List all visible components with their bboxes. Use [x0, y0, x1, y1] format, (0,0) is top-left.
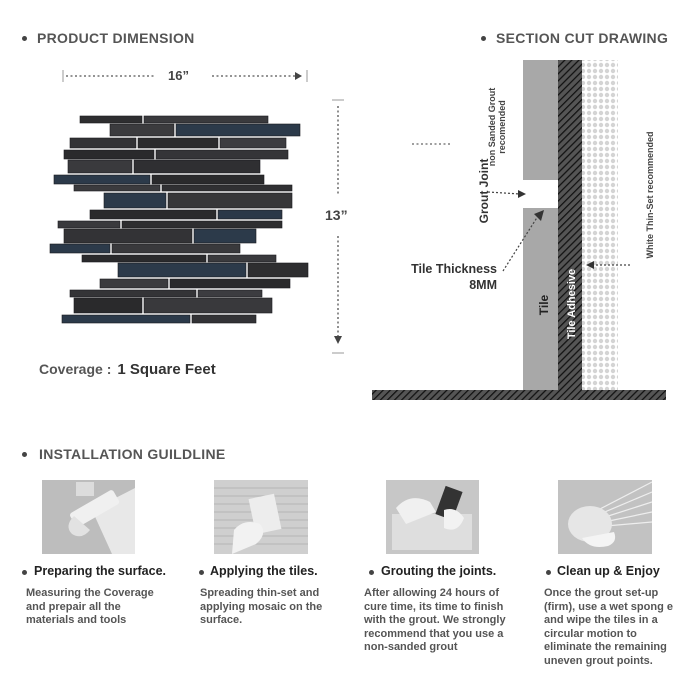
grout-joint-label: Grout Joint: [477, 158, 491, 224]
step-2-photo: [214, 480, 308, 554]
coverage-label: Coverage :: [39, 361, 112, 377]
step-4-photo: [558, 480, 652, 554]
bullet-dot: [369, 570, 374, 575]
step-1-photo: [42, 480, 135, 554]
step-1-title: Preparing the surface.: [34, 564, 166, 578]
step-4-title: Clean up & Enjoy: [557, 564, 660, 578]
installation-heading: INSTALLATION GUILDLINE: [39, 446, 226, 462]
grout-note-2: recomended: [497, 100, 507, 154]
step-3-desc: After allowing 24 hours of cure time, its time to finish with the grout. We strongly recommend that you use a non-sanded grout: [364, 587, 506, 653]
coverage: [39, 361, 216, 378]
tile-thickness-label: Tile Thickness: [411, 262, 497, 276]
step-3-title: Grouting the joints.: [381, 564, 497, 578]
bullet-dot: [546, 570, 551, 575]
bullet-dot: [199, 570, 204, 575]
bullet-dot: [481, 36, 486, 41]
white-thinset-label: White Thin-Set recommended: [645, 131, 655, 259]
section-cut-drawing: [370, 56, 670, 406]
tile-label: Tile: [537, 294, 551, 316]
section-cut-heading: SECTION CUT DRAWING: [496, 30, 669, 46]
step-1-desc: Measuring the Coverage and prepair all the materials and tools: [26, 587, 154, 626]
width-label: 16”: [168, 68, 189, 83]
step-2-desc: Spreading thin-set and applying mosaic on the surface.: [200, 587, 323, 626]
coverage-value: 1 Square Feet: [117, 361, 216, 378]
bullet-dot: [22, 36, 27, 41]
step-3-photo: [386, 480, 479, 554]
tile-adhesive-label: Tile Adhesive: [566, 268, 578, 340]
grout-note-1: non Sanded Grout: [487, 87, 497, 167]
mosaic-tile-image: [46, 114, 310, 328]
bullet-dot: [22, 452, 27, 457]
height-dimension: [330, 98, 346, 356]
bullet-dot: [22, 570, 27, 575]
step-4-desc: Once the grout set-up (firm), use a wet spong e and wipe the tiles in a circular motion to eliminate the remaining uneven grout points.: [544, 587, 673, 667]
tile-thickness-value: 8MM: [469, 278, 497, 292]
step-2-title: Applying the tiles.: [210, 564, 318, 578]
product-dimension-heading: PRODUCT DIMENSION: [37, 30, 195, 46]
height-label: 13”: [325, 207, 348, 223]
